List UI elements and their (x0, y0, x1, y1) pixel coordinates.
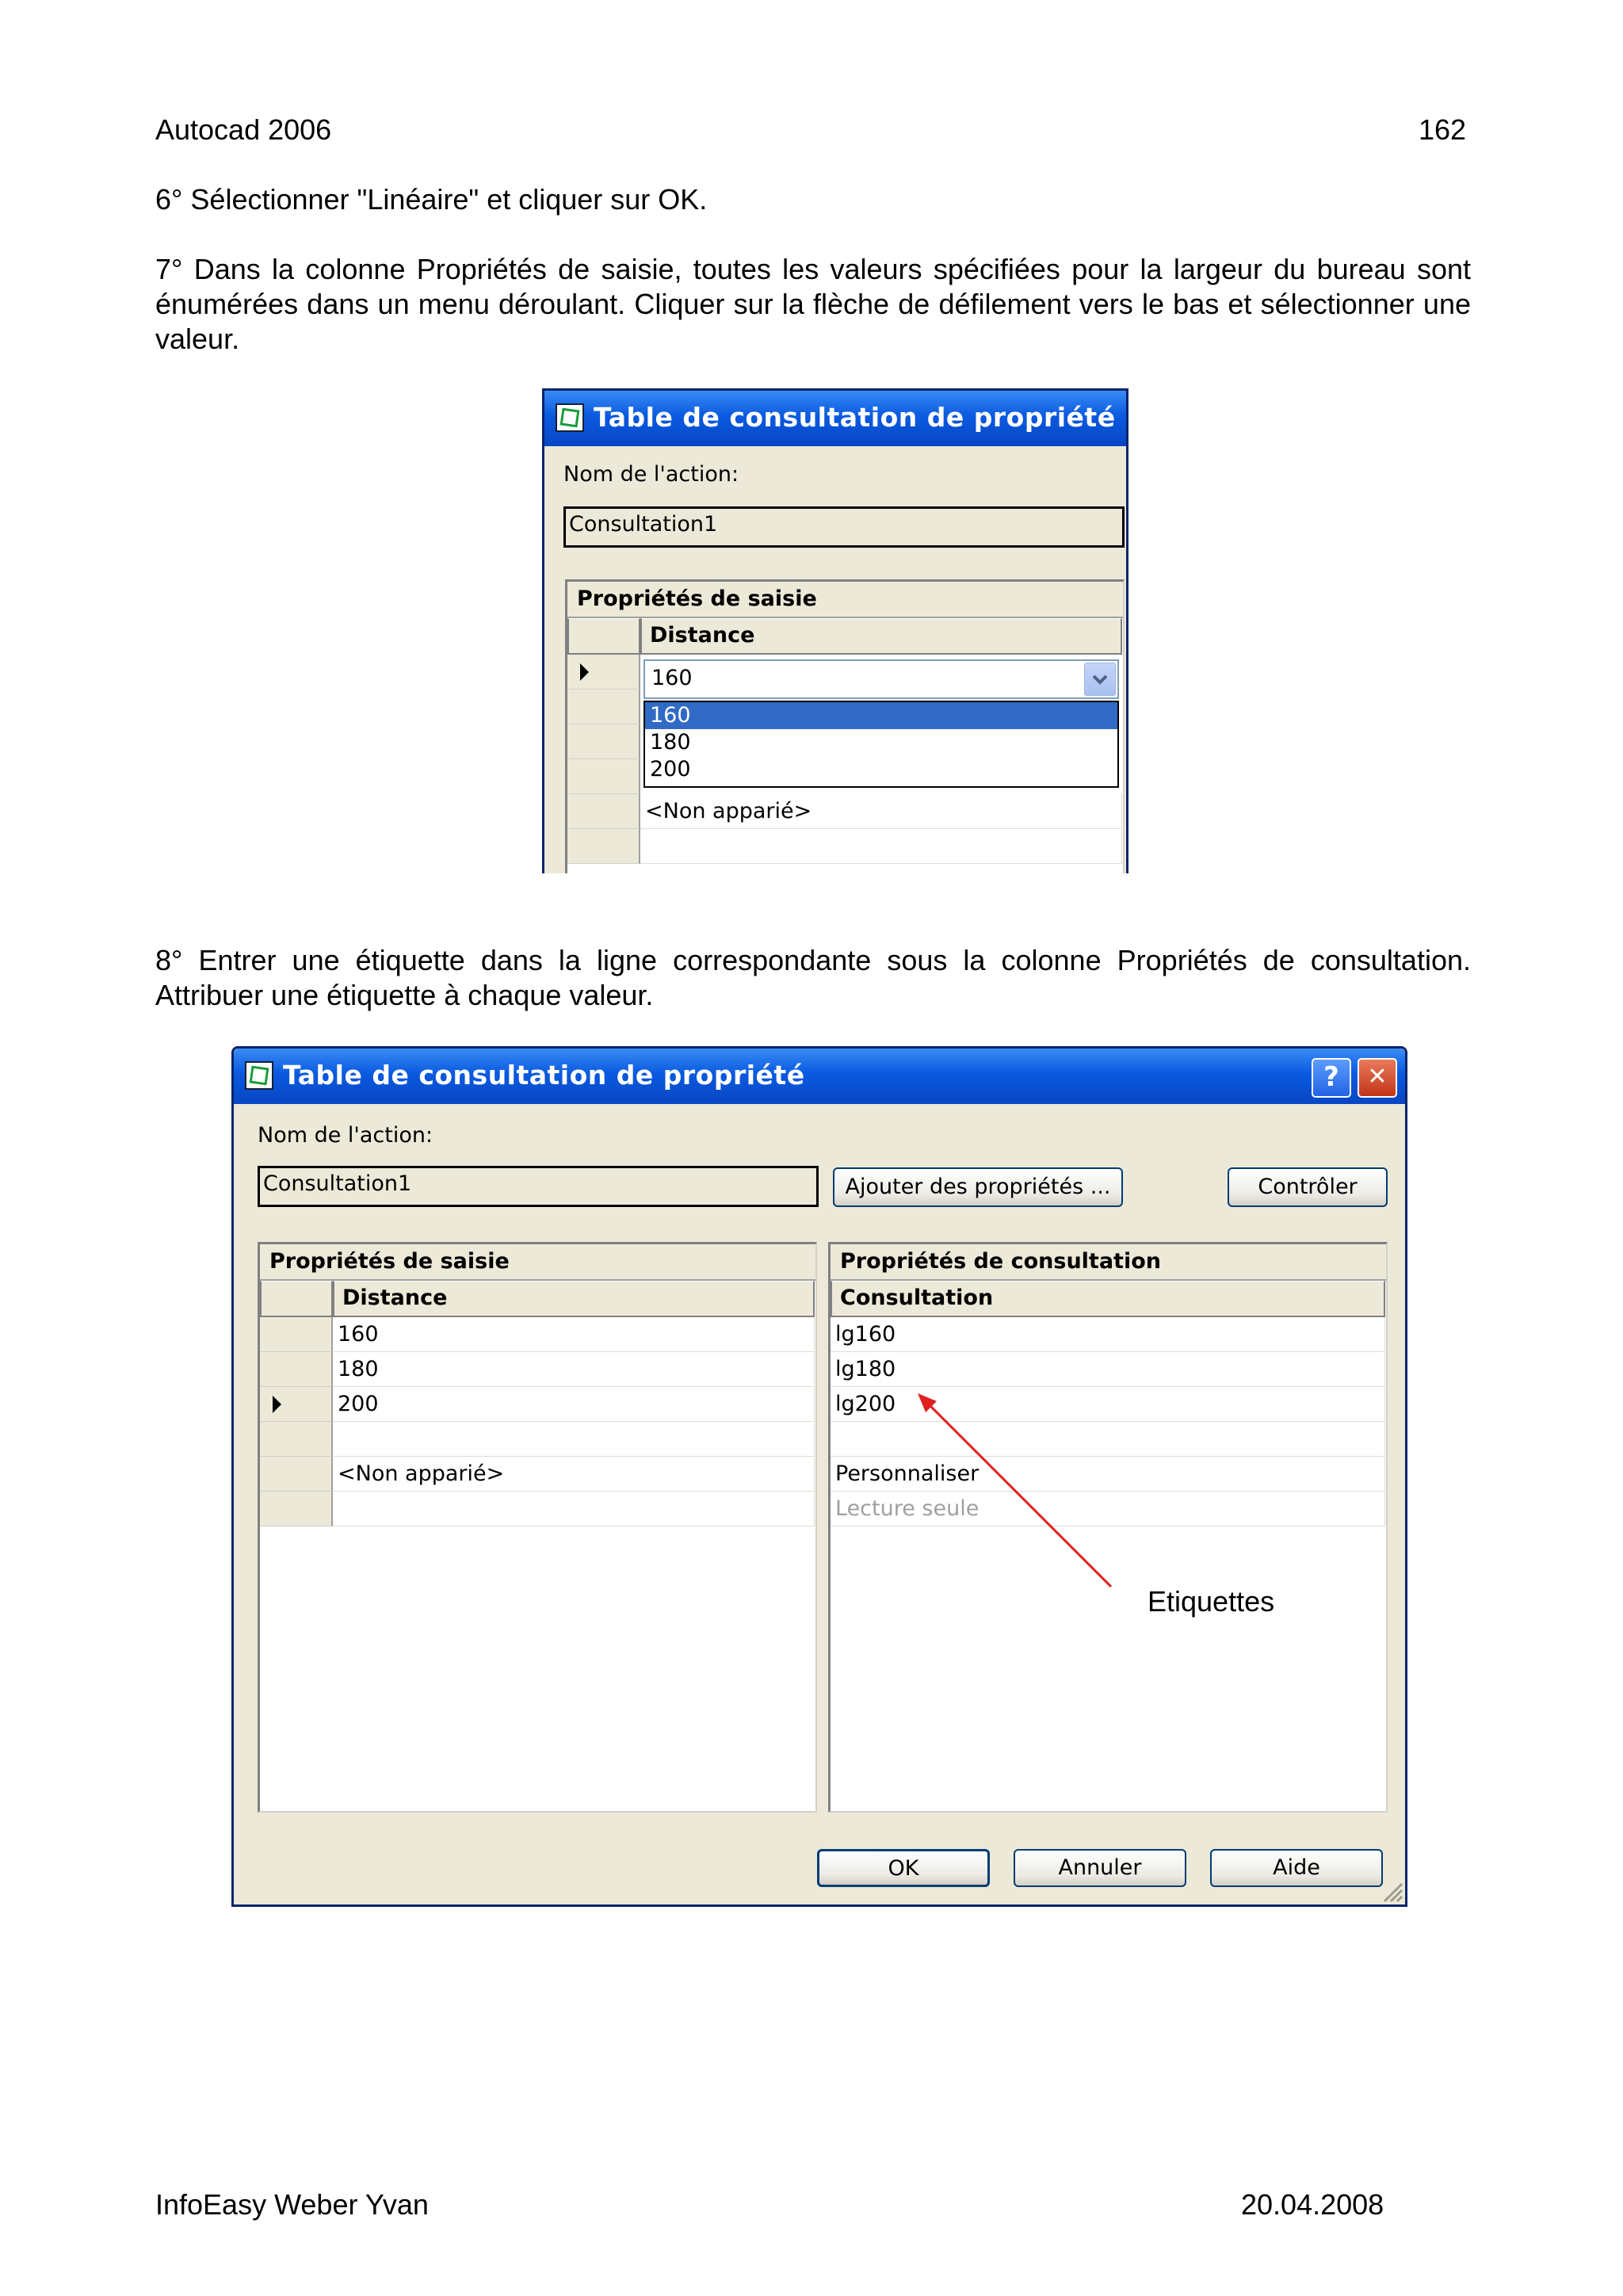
action-name-field[interactable]: Consultation1 (258, 1166, 819, 1207)
footer-date: 20.04.2008 (1241, 2188, 1384, 2221)
annotation-label: Etiquettes (1148, 1585, 1275, 1618)
input-cell[interactable] (333, 1422, 815, 1457)
annotation-arrow (903, 1379, 1141, 1601)
dialog-title: Table de consultation de propriété (283, 1060, 805, 1091)
input-cell[interactable]: 180 (333, 1352, 815, 1387)
row-header[interactable] (567, 759, 640, 794)
step-8-text: 8° Entrer une étiquette dans la ligne correspondante sous la colonne Propriétés de consultation. Attribuer une étiquette à chaque valeur. (155, 944, 1471, 1011)
input-properties-panel (565, 579, 1125, 873)
combobox-value: 160 (651, 666, 693, 690)
input-cell[interactable]: 200 (333, 1387, 815, 1422)
dialog-title-bar[interactable] (544, 391, 1126, 446)
lookup-cell[interactable]: lg200 (831, 1387, 1385, 1422)
row-header[interactable] (260, 1457, 333, 1492)
step-6-text: 6° Sélectionner "Linéaire" et cliquer sur OK. (155, 183, 708, 216)
lookup-dialog-cropped (542, 388, 1128, 873)
dialog-title-bar[interactable] (234, 1049, 1405, 1104)
column-header-consultation[interactable]: Consultation (831, 1281, 1385, 1317)
row-header[interactable] (260, 1492, 333, 1526)
input-properties-header: Propriétés de saisie (567, 582, 1123, 618)
grid-cell[interactable] (640, 829, 1122, 864)
autocad-app-icon (245, 1061, 273, 1090)
row-header-current[interactable] (260, 1387, 333, 1422)
row-header[interactable] (567, 829, 640, 864)
help-button[interactable]: Aide (1210, 1849, 1383, 1887)
row-header-current[interactable] (567, 655, 640, 690)
row-header-corner (567, 618, 640, 655)
step-7-text: 7° Dans la colonne Propriétés de saisie, toutes les valeurs spécifiées pour la largeur du bureau sont énumérées dans un menu déroulant. Cliquer sur la flèche de défilement vers le bas et sélectionner une valeur. (155, 253, 1471, 355)
action-name-field[interactable]: Consultation1 (563, 506, 1125, 548)
help-title-button[interactable]: ? (1312, 1058, 1351, 1098)
autocad-app-icon (556, 403, 584, 432)
row-header-corner (260, 1281, 333, 1317)
input-cell-unmatched[interactable]: <Non apparié> (333, 1457, 815, 1492)
ok-button[interactable]: OK (817, 1849, 990, 1887)
dialog-title: Table de consultation de propriété (594, 402, 1116, 433)
chevron-down-icon (1085, 663, 1115, 695)
column-header-distance[interactable]: Distance (333, 1281, 815, 1317)
input-cell[interactable]: 160 (333, 1317, 815, 1352)
row-header[interactable] (260, 1422, 333, 1457)
current-row-arrow-icon (273, 1396, 281, 1413)
action-name-label: Nom de l'action: (258, 1123, 433, 1148)
dropdown-list (643, 701, 1119, 788)
doc-header-title: Autocad 2006 (155, 113, 332, 146)
row-header[interactable] (260, 1352, 333, 1387)
lookup-cell-readonly: Lecture seule (831, 1492, 1385, 1526)
dropdown-option[interactable]: 180 (650, 730, 691, 755)
lookup-properties-header: Propriétés de consultation (831, 1244, 1386, 1281)
dropdown-option[interactable]: 200 (650, 757, 691, 781)
input-properties-header: Propriétés de saisie (260, 1244, 815, 1281)
lookup-cell-custom[interactable]: Personnaliser (831, 1457, 1385, 1492)
add-properties-button[interactable]: Ajouter des propriétés ... (833, 1167, 1123, 1207)
row-header[interactable] (567, 724, 640, 759)
current-row-arrow-icon (580, 663, 589, 681)
footer-author: InfoEasy Weber Yvan (155, 2188, 429, 2221)
close-title-button[interactable]: ✕ (1358, 1058, 1397, 1098)
row-header[interactable] (567, 690, 640, 724)
lookup-cell[interactable]: lg180 (831, 1352, 1385, 1387)
resize-grip-icon[interactable] (1380, 1879, 1403, 1903)
page-number: 162 (1419, 113, 1467, 146)
action-name-label: Nom de l'action: (563, 462, 739, 487)
grid-cell-unmatched[interactable]: <Non apparié> (640, 794, 1122, 829)
distance-combobox[interactable] (643, 659, 1119, 699)
row-header[interactable] (567, 794, 640, 829)
lookup-dialog (231, 1046, 1407, 1907)
input-properties-panel (258, 1242, 817, 1813)
column-header-distance[interactable]: Distance (640, 618, 1122, 655)
row-header[interactable] (260, 1317, 333, 1352)
dropdown-option-selected[interactable]: 160 (645, 702, 1117, 729)
cancel-button[interactable]: Annuler (1014, 1849, 1186, 1887)
lookup-cell[interactable]: lg160 (831, 1317, 1385, 1352)
dropdown-button[interactable] (1084, 663, 1116, 696)
check-button[interactable]: Contrôler (1228, 1167, 1388, 1207)
input-cell[interactable] (333, 1492, 815, 1526)
